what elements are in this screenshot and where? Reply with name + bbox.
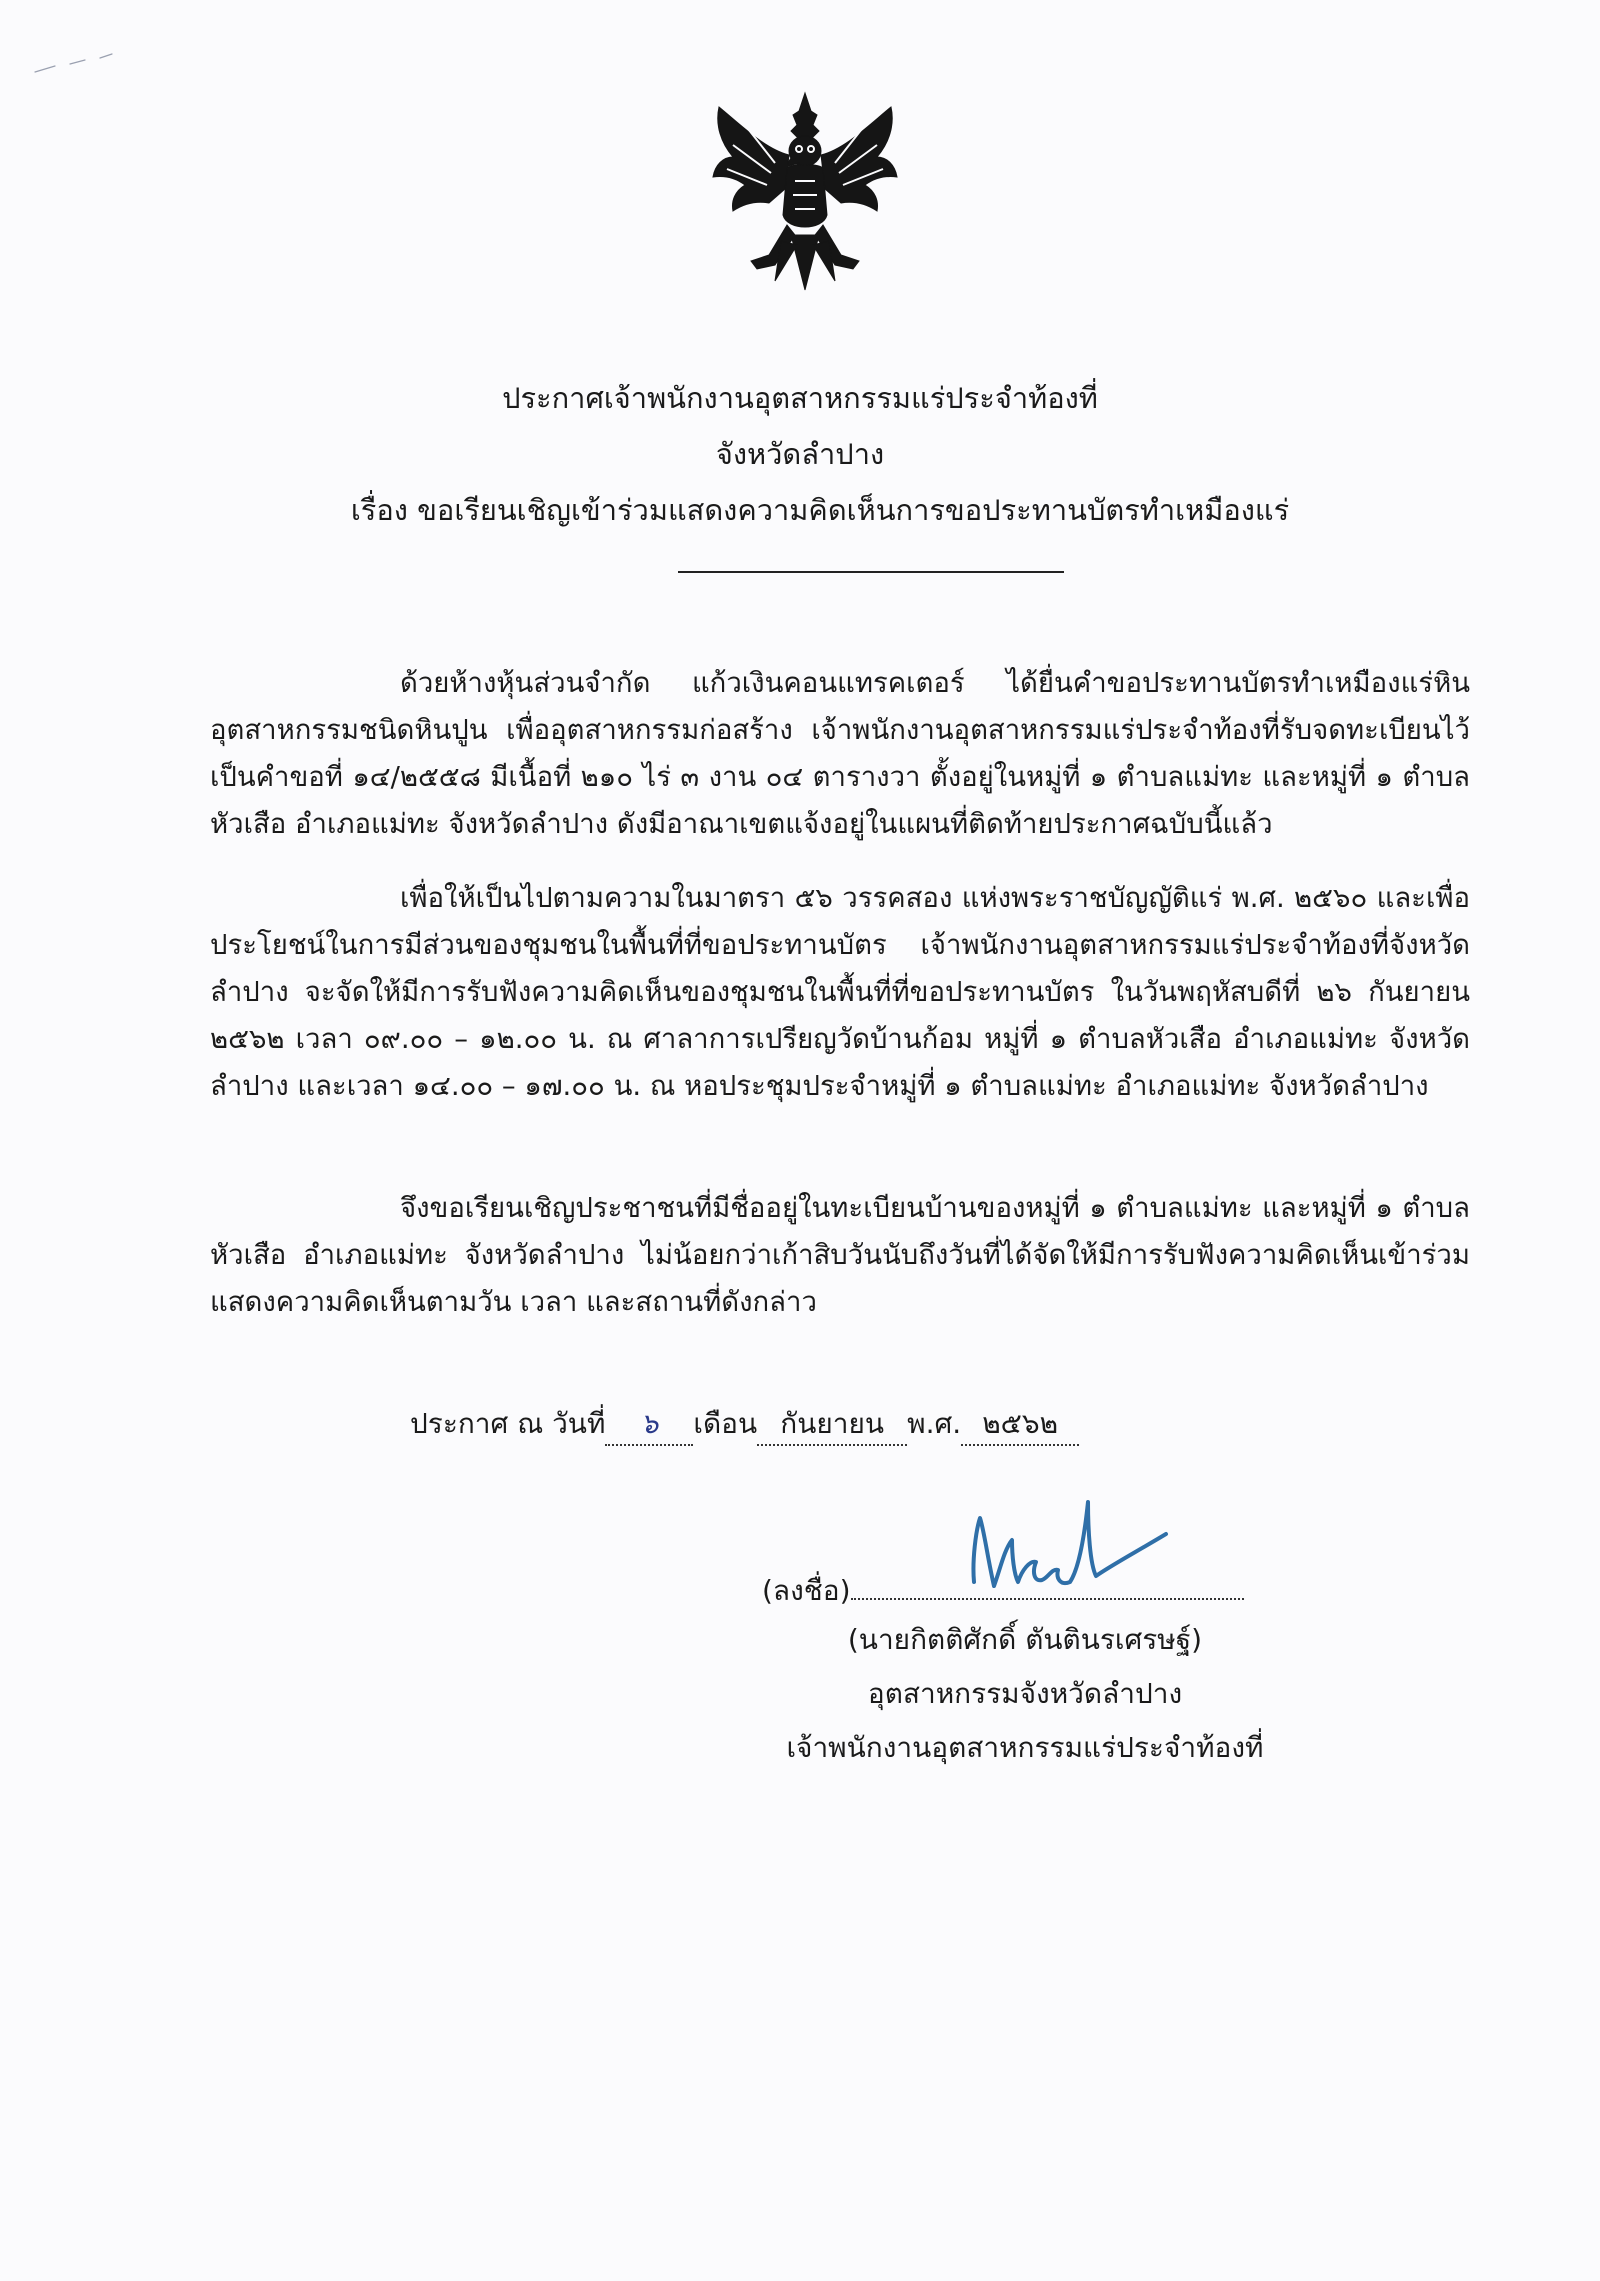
date-year: ๒๕๖๒ bbox=[982, 1407, 1059, 1440]
signer-position-2: เจ้าพนักงานอุตสาหกรรมแร่ประจำท้องที่ bbox=[786, 1731, 1264, 1764]
paragraph-text: ด้วยห้างหุ้นส่วนจำกัด แก้วเงินคอนแทรคเตอร์ ได้ยื่นคำขอประทานบัตรทำเหมืองแร่หินอุตสาหกรรมชนิดหินปูน เพื่ออุตสาหกรรมก่อสร้าง เจ้าพนักงานอุตสาหกรรมแร่ประจำท้องที่รับจดทะเบียนไว้เป็นคำขอที่ ๑๔/๒๕๕๘ มีเนื้อที่ ๒๑๐ ไร่ ๓ งาน ๐๔ ตารางวา ตั้งอยู่ในหมู่ที่ ๑ ตำบลแม่ทะ และหมู่ที่ ๑ ตำบลหัวเสือ อำเภอแม่ทะ จังหวัดลำปาง ดังมีอาณาเขตแจ้งอยู่ในแผนที่ติดท้ายประกาศฉบับนี้แล้ว bbox=[210, 667, 1470, 840]
date-month-blank bbox=[757, 1404, 907, 1446]
paragraph-text: จึงขอเรียนเชิญประชาชนที่มีชื่ออยู่ในทะเบียนบ้านของหมู่ที่ ๑ ตำบลแม่ทะ และหมู่ที่ ๑ ตำบลหัวเสือ อำเภอแม่ทะ จังหวัดลำปาง ไม่น้อยกว่าเก้าสิบวันนับถึงวันที่ได้จัดให้มีการรับฟังความคิดเห็นเข้าร่วมแสดงความคิดเห็นตามวัน เวลา และสถานที่ดังกล่าว bbox=[210, 1192, 1470, 1318]
title-divider bbox=[678, 571, 1064, 573]
signer-position-1: อุตสาหกรรมจังหวัดลำปาง bbox=[867, 1677, 1183, 1710]
signature-label: (ลงชื่อ) bbox=[762, 1574, 851, 1607]
announcement-title: ประกาศเจ้าพนักงานอุตสาหกรรมแร่ประจำท้องที่ bbox=[502, 381, 1098, 415]
garuda-emblem-icon bbox=[705, 85, 905, 300]
announcement-date-line bbox=[410, 1404, 1079, 1446]
body-paragraph-3 bbox=[210, 1185, 1470, 1326]
paragraph-text: เพื่อให้เป็นไปตามความในมาตรา ๕๖ วรรคสอง แห่งพระราชบัญญัติแร่ พ.ศ. ๒๕๖๐ และเพื่อประโยชน์ในการมีส่วนของชุมชนในพื้นที่ที่ขอประทานบัตร เจ้าพนักงานอุตสาหกรรมแร่ประจำท้องที่จังหวัดลำปาง จะจัดให้มีการรับฟังความคิดเห็นของชุมชนในพื้นที่ที่ขอประทานบัตร ในวันพฤหัสบดีที่ ๒๖ กันยายน ๒๕๖๒ เวลา ๐๙.๐๐ – ๑๒.๐๐ น. ณ ศาลาการเปรียญวัดบ้านก้อม หมู่ที่ ๑ ตำบลหัวเสือ อำเภอแม่ทะ จังหวัดลำปาง และเวลา ๑๔.๐๐ – ๑๗.๐๐ น. ณ หอประชุมประจำหมู่ที่ ๑ ตำบลแม่ทะ อำเภอแม่ทะ จังหวัดลำปาง bbox=[210, 882, 1470, 1102]
signature-row bbox=[762, 1570, 1244, 1611]
signer-name: (นายกิตติศักดิ์ ตันตินรเศรษฐ์) bbox=[847, 1623, 1203, 1656]
signature-blank bbox=[851, 1570, 1244, 1600]
date-month: กันยายน bbox=[780, 1407, 885, 1440]
announcement-province: จังหวัดลำปาง bbox=[715, 437, 885, 471]
body-paragraph-1 bbox=[210, 660, 1470, 848]
date-day: ๖ bbox=[640, 1407, 659, 1440]
date-year-label: พ.ศ. bbox=[907, 1407, 962, 1440]
scan-speck-icon bbox=[30, 50, 120, 80]
announcement-subject: เรื่อง ขอเรียนเชิญเข้าร่วมแสดงความคิดเห็นการขอประทานบัตรทำเหมืองแร่ bbox=[350, 493, 1290, 527]
date-day-blank bbox=[605, 1404, 693, 1446]
body-paragraph-2 bbox=[210, 875, 1470, 1110]
date-prefix: ประกาศ ณ วันที่ bbox=[410, 1407, 606, 1440]
date-month-label: เดือน bbox=[693, 1407, 758, 1440]
date-year-blank bbox=[961, 1404, 1079, 1446]
